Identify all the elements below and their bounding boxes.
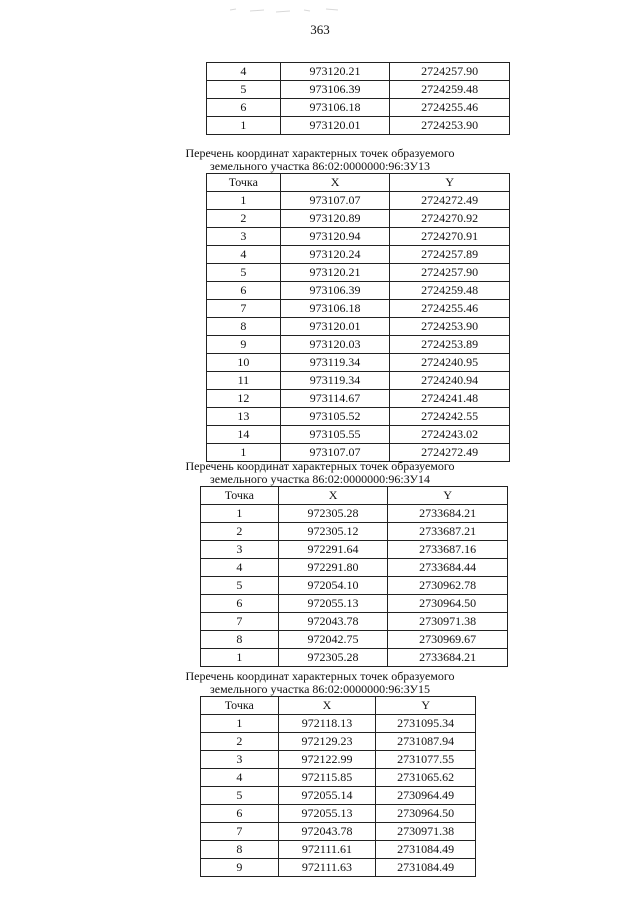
cell-x: 972115.85 [278,769,376,787]
section-caption-line2: земельного участка 86:02:0000000:96:ЗУ14 [210,472,430,486]
cell-y: 2724253.89 [390,336,510,354]
cell-x: 973120.24 [280,246,390,264]
cell-point: 5 [207,81,281,99]
cell-y: 2724255.46 [390,300,510,318]
cell-y: 2733684.21 [388,649,508,667]
table-row [201,823,476,841]
cell-point: 2 [201,523,279,541]
table-row [207,354,510,372]
cell-y: 2724270.91 [390,228,510,246]
cell-y: 2731087.94 [376,733,476,751]
cell-y: 2730964.50 [376,805,476,823]
cell-point: 5 [201,577,279,595]
cell-y: 2724259.48 [390,282,510,300]
cell-point: 1 [201,649,279,667]
table-row [201,805,476,823]
table-row [207,63,510,81]
table-row [201,649,508,667]
scan-noise [230,6,340,14]
table-row [207,336,510,354]
cell-point: 7 [201,823,279,841]
cell-y: 2724242.55 [390,408,510,426]
table-row [201,523,508,541]
cell-x: 973120.94 [280,228,390,246]
cell-x: 972305.12 [278,523,388,541]
cell-x: 972122.99 [278,751,376,769]
cell-point: 1 [207,444,281,462]
header-point: Точка [207,174,281,192]
cell-x: 973106.39 [280,81,390,99]
header-x: X [278,487,388,505]
cell-point: 1 [201,715,279,733]
table-row [201,577,508,595]
cell-y: 2724272.49 [390,444,510,462]
cell-x: 973105.55 [280,426,390,444]
table-row [201,559,508,577]
cell-x: 973114.67 [280,390,390,408]
table-row [207,192,510,210]
cell-y: 2731065.62 [376,769,476,787]
cell-x: 973120.21 [280,63,390,81]
cell-point: 7 [201,613,279,631]
table-row [201,541,508,559]
cell-point: 7 [207,300,281,318]
header-point: Точка [201,487,279,505]
cell-x: 973106.18 [280,300,390,318]
cell-x: 972043.78 [278,613,388,631]
table-row [201,595,508,613]
cell-point: 2 [201,733,279,751]
header-y: Y [390,174,510,192]
cell-x: 972055.13 [278,805,376,823]
table-row [201,859,476,877]
cell-y: 2724257.90 [390,63,510,81]
cell-x: 973120.01 [280,117,390,135]
cell-y: 2724253.90 [390,117,510,135]
table-row [201,505,508,523]
cell-x: 973106.39 [280,282,390,300]
cell-point: 4 [201,769,279,787]
cell-point: 6 [201,805,279,823]
table-row [207,228,510,246]
section-caption-line1: Перечень координат характерных точек образуемого [185,459,455,473]
cell-x: 972111.61 [278,841,376,859]
section-zu13 [0,147,640,462]
header-x: X [278,697,376,715]
cell-y: 2733684.21 [388,505,508,523]
cell-point: 4 [201,559,279,577]
cell-y: 2733684.44 [388,559,508,577]
cell-point: 12 [207,390,281,408]
cell-x: 973107.07 [280,192,390,210]
cell-x: 973107.07 [280,444,390,462]
cell-y: 2724259.48 [390,81,510,99]
cell-x: 972291.64 [278,541,388,559]
table-row [201,787,476,805]
cell-point: 8 [201,841,279,859]
table-row [207,117,510,135]
coordinates-table-zu13 [206,173,510,462]
cell-point: 10 [207,354,281,372]
cell-y: 2733687.21 [388,523,508,541]
table-header-row [201,487,508,505]
cell-x: 973120.21 [280,264,390,282]
cell-point: 1 [207,192,281,210]
cell-x: 973120.03 [280,336,390,354]
table-row [207,99,510,117]
cell-point: 11 [207,372,281,390]
table-row [207,246,510,264]
cell-y: 2724253.90 [390,318,510,336]
table-row [201,715,476,733]
cell-y: 2724272.49 [390,192,510,210]
header-x: X [280,174,390,192]
cell-point: 1 [201,505,279,523]
table-row [207,300,510,318]
cell-point: 5 [207,264,281,282]
cell-y: 2730964.50 [388,595,508,613]
table-row [201,769,476,787]
cell-x: 973119.34 [280,372,390,390]
cell-y: 2731095.34 [376,715,476,733]
cell-x: 972042.75 [278,631,388,649]
section-zu14 [0,460,640,667]
table-row [201,841,476,859]
table-row [207,372,510,390]
cell-y: 2730962.78 [388,577,508,595]
table-row [207,81,510,99]
cell-point: 3 [201,541,279,559]
table-row [201,751,476,769]
cell-x: 972129.23 [278,733,376,751]
cell-y: 2724241.48 [390,390,510,408]
cell-x: 972043.78 [278,823,376,841]
cell-y: 2731077.55 [376,751,476,769]
coordinates-table-zu15 [200,696,476,877]
section-caption-line1: Перечень координат характерных точек образуемого [185,669,455,683]
cell-point: 9 [201,859,279,877]
table-row [207,318,510,336]
section-caption-line2: земельного участка 86:02:0000000:96:ЗУ13 [210,159,430,173]
cell-y: 2733687.16 [388,541,508,559]
cell-y: 2724257.89 [390,246,510,264]
cell-x: 973105.52 [280,408,390,426]
cell-point: 5 [201,787,279,805]
header-point: Точка [201,697,279,715]
continuation-table [206,62,510,135]
cell-x: 972291.80 [278,559,388,577]
cell-y: 2730964.49 [376,787,476,805]
table-row [201,613,508,631]
cell-y: 2730969.67 [388,631,508,649]
table-row [201,631,508,649]
cell-x: 973120.89 [280,210,390,228]
cell-point: 1 [207,117,281,135]
cell-x: 972118.13 [278,715,376,733]
cell-point: 4 [207,246,281,264]
cell-point: 8 [201,631,279,649]
cell-x: 972305.28 [278,505,388,523]
cell-y: 2724257.90 [390,264,510,282]
cell-point: 9 [207,336,281,354]
cell-y: 2724255.46 [390,99,510,117]
cell-point: 8 [207,318,281,336]
cell-y: 2724240.94 [390,372,510,390]
cell-x: 972111.63 [278,859,376,877]
cell-x: 973120.01 [280,318,390,336]
cell-point: 3 [201,751,279,769]
cell-y: 2724243.02 [390,426,510,444]
table-header-row [207,174,510,192]
table-row [201,733,476,751]
cell-point: 13 [207,408,281,426]
cell-point: 2 [207,210,281,228]
cell-x: 972305.28 [278,649,388,667]
cell-point: 6 [207,99,281,117]
table-row [207,408,510,426]
header-y: Y [388,487,508,505]
cell-y: 2724270.92 [390,210,510,228]
cell-y: 2730971.38 [388,613,508,631]
cell-y: 2731084.49 [376,841,476,859]
table-row [207,426,510,444]
cell-y: 2730971.38 [376,823,476,841]
header-y: Y [376,697,476,715]
section-zu15 [0,670,640,877]
cell-x: 972054.10 [278,577,388,595]
table-row [207,282,510,300]
cell-y: 2724240.95 [390,354,510,372]
cell-point: 14 [207,426,281,444]
continuation-block [0,62,640,135]
cell-x: 972055.14 [278,787,376,805]
cell-x: 973119.34 [280,354,390,372]
cell-point: 4 [207,63,281,81]
cell-point: 6 [207,282,281,300]
table-row [207,264,510,282]
cell-point: 3 [207,228,281,246]
cell-y: 2731084.49 [376,859,476,877]
cell-x: 972055.13 [278,595,388,613]
table-header-row [201,697,476,715]
cell-x: 973106.18 [280,99,390,117]
table-row [207,390,510,408]
coordinates-table-zu14 [200,486,508,667]
cell-point: 6 [201,595,279,613]
section-caption-line1: Перечень координат характерных точек образуемого [185,146,455,160]
section-caption-line2: земельного участка 86:02:0000000:96:ЗУ15 [210,682,430,696]
page-number: 363 [310,22,330,37]
table-row [207,210,510,228]
